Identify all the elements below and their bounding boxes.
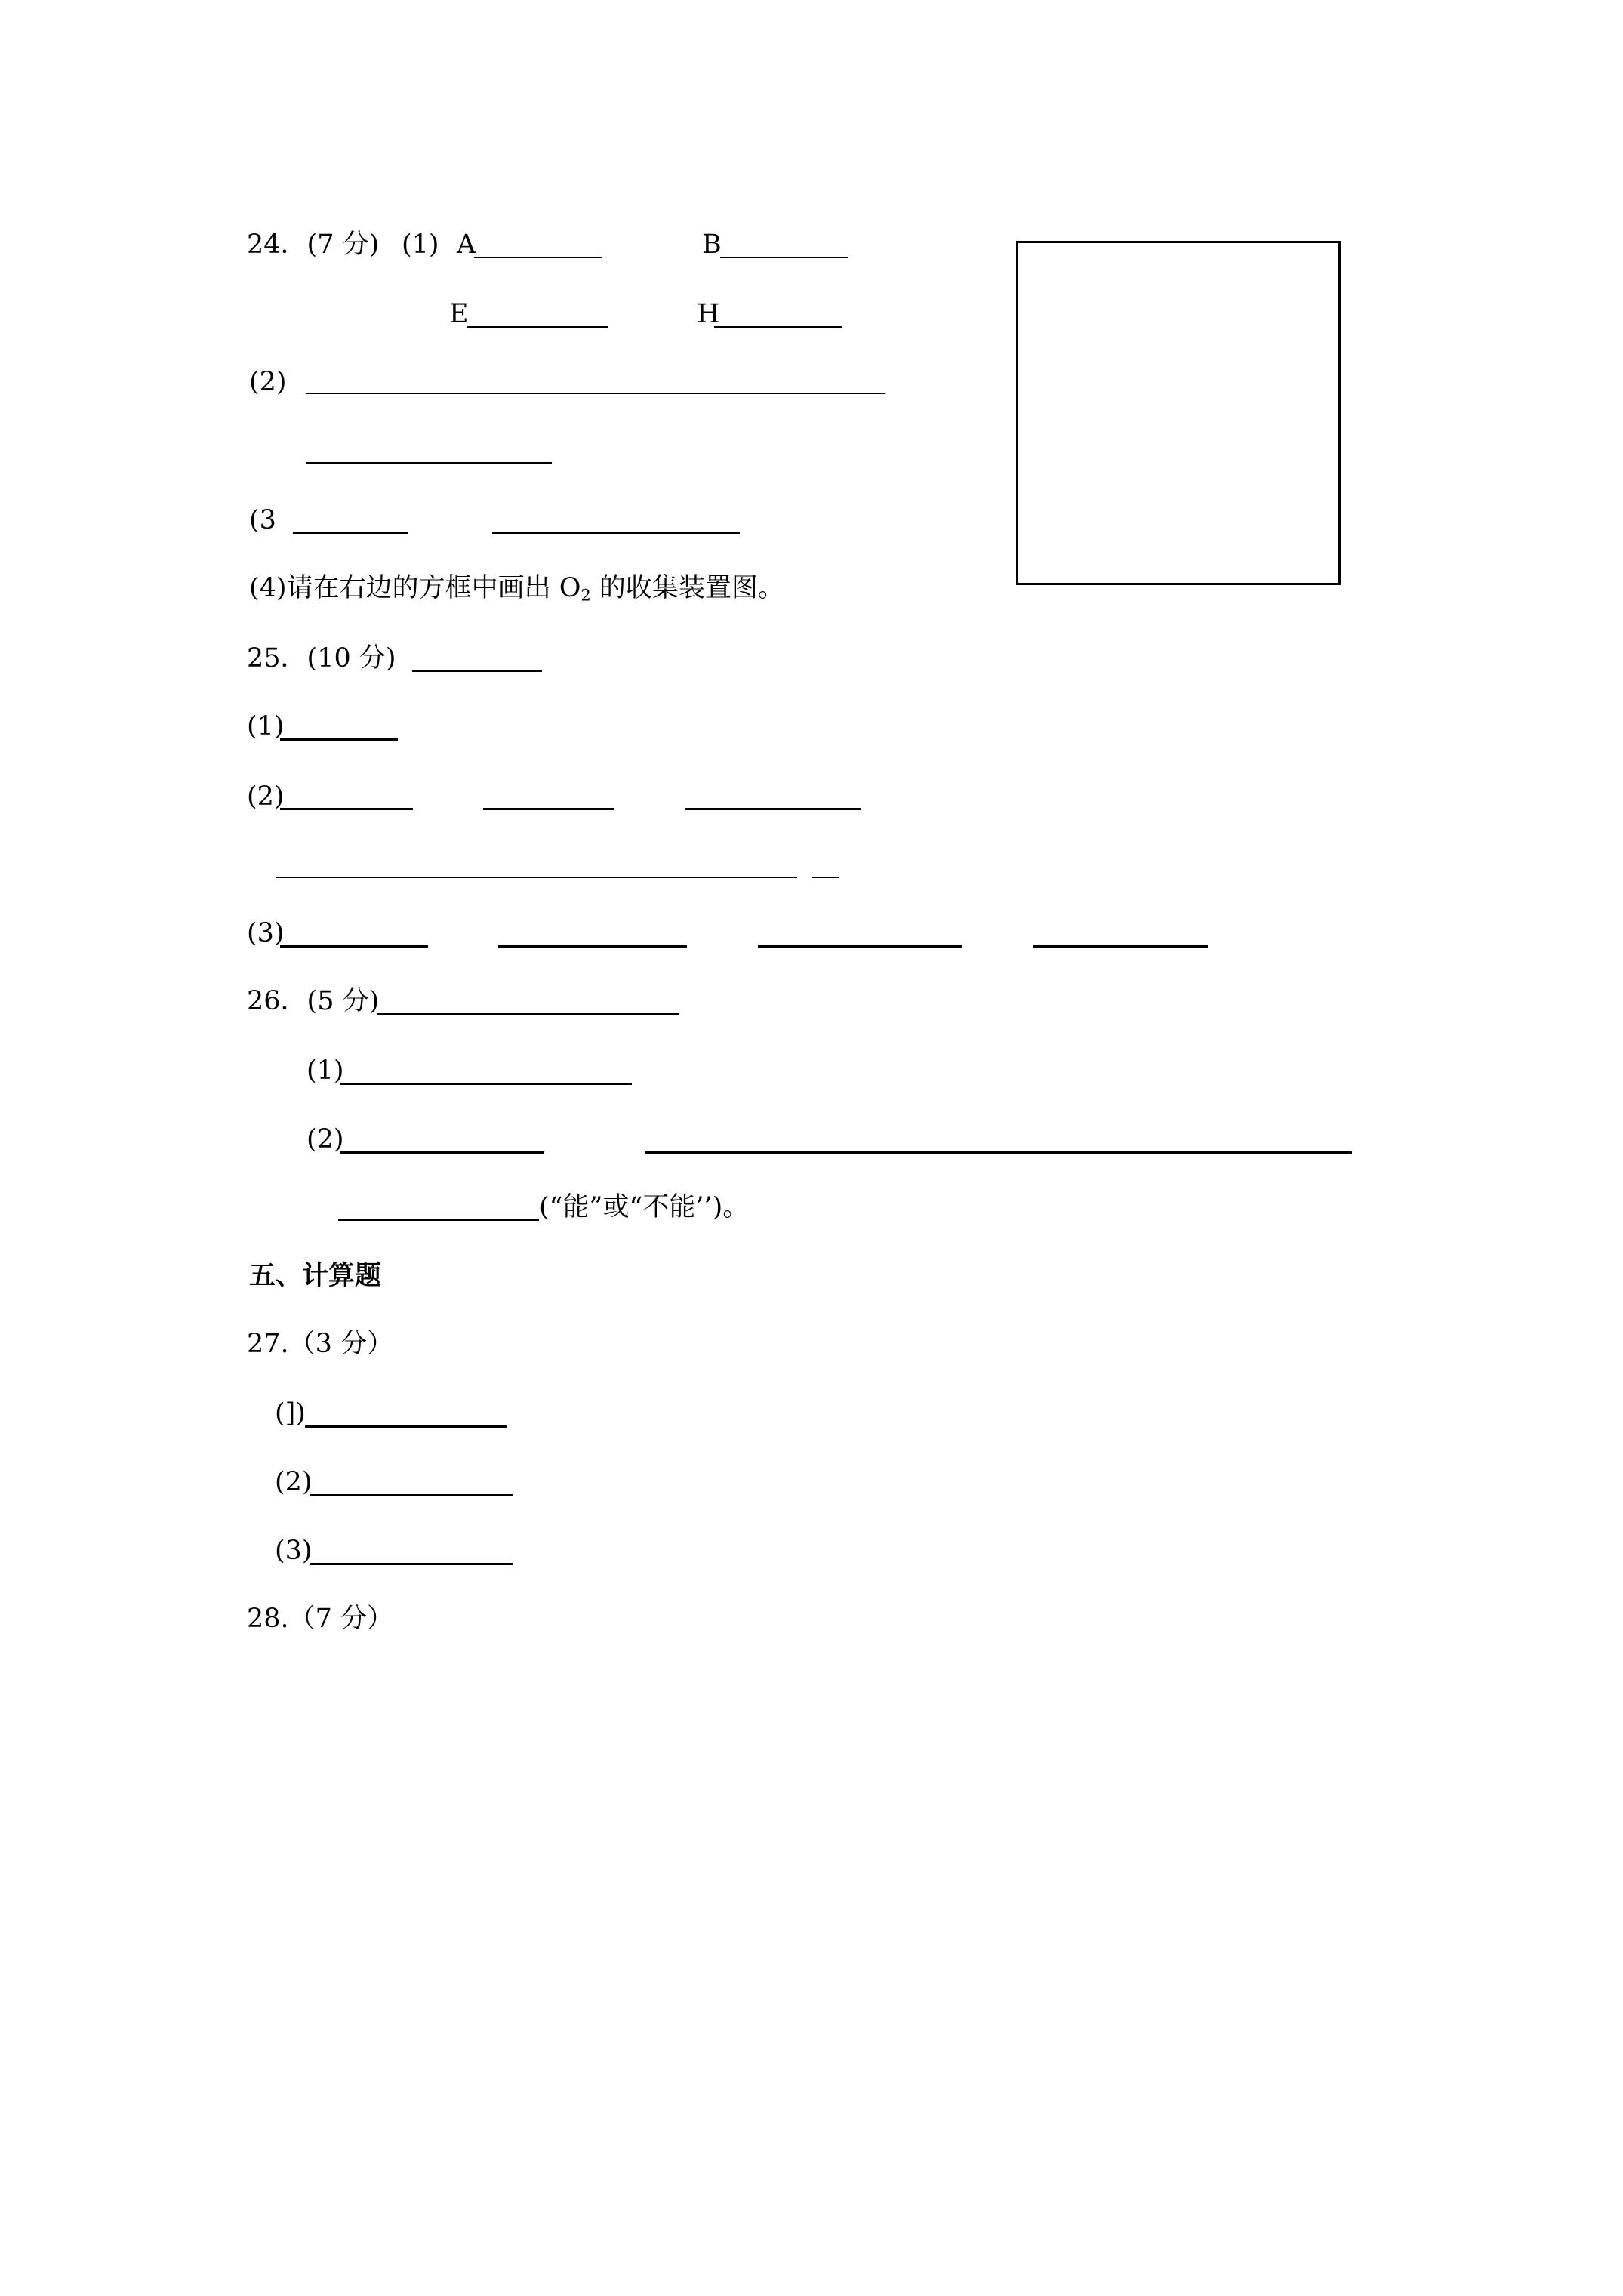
q25-part3-blank-1[interactable]	[280, 945, 428, 948]
q28-label: 28.（7 分）	[247, 1604, 394, 1634]
q25-part3-label: (3)	[247, 918, 285, 948]
q25-part2-blank-2[interactable]	[483, 808, 614, 810]
q24-part4-prefix: (4)请在右边的方框中画出 O	[249, 573, 581, 603]
q26-choice-blank[interactable]	[338, 1219, 539, 1221]
q25-part3-blank-4[interactable]	[1033, 945, 1208, 948]
q24-part2-blank-1[interactable]	[306, 393, 885, 394]
q25-part3-blank-3[interactable]	[758, 945, 962, 948]
q24-part3-blank-1[interactable]	[293, 532, 408, 534]
q27-label: 27.（3 分）	[247, 1329, 394, 1359]
q26-part1-label: (1)	[306, 1056, 344, 1086]
section5-heading: 五、计算题	[249, 1260, 382, 1291]
q25-part1-blank[interactable]	[280, 738, 398, 741]
q24-part1-label: (1)	[402, 230, 439, 260]
q24-part3-blank-2[interactable]	[492, 532, 740, 534]
q24-part2-blank-2[interactable]	[306, 462, 552, 464]
q24-a-blank[interactable]	[474, 257, 602, 258]
q24-part2-label: (2)	[249, 367, 287, 397]
q25-label: 25．(10 分)	[247, 643, 396, 673]
q27-part2-blank[interactable]	[310, 1494, 513, 1496]
q25-part3-blank-2[interactable]	[498, 945, 687, 948]
q27-part3-label: (3)	[275, 1536, 313, 1566]
q27-part1-blank[interactable]	[305, 1425, 507, 1428]
q26-part2-label: (2)	[306, 1124, 344, 1154]
q27-part3-blank[interactable]	[310, 1563, 513, 1565]
q24-b-label: B	[702, 230, 722, 260]
q27-part1-label: (])	[275, 1398, 306, 1428]
q25-part2-blank-4[interactable]	[276, 877, 797, 878]
q25-part2-blank-3[interactable]	[685, 808, 861, 810]
q24-part3-label: (3	[249, 505, 276, 535]
q24-a-label: A	[457, 230, 476, 260]
q26-choice-text: (“能”或“不能’’)。	[539, 1192, 750, 1222]
q24-part4-suffix: 的收集装置图。	[590, 573, 784, 603]
q27-part2-label: (2)	[275, 1467, 313, 1497]
q26-blank[interactable]	[377, 1013, 679, 1015]
drawing-box[interactable]	[1016, 241, 1341, 585]
q25-part2-label: (2)	[247, 781, 285, 812]
q24-e-blank[interactable]	[467, 326, 608, 328]
q24-part4-text	[249, 575, 784, 603]
q24-b-blank[interactable]	[720, 257, 848, 258]
q25-part2-blank-1[interactable]	[280, 808, 413, 810]
q24-label: 24．(7 分)	[247, 230, 380, 260]
q25-part2-blank-5[interactable]	[812, 877, 839, 878]
q26-part2-blank-2[interactable]	[645, 1151, 1352, 1154]
q25-part1-label: (1)	[247, 711, 285, 741]
q26-label: 26．(5 分)	[247, 986, 380, 1016]
q24-h-label: H	[697, 299, 720, 329]
q24-part4-sub: 2	[581, 586, 591, 605]
q25-blank[interactable]	[412, 670, 542, 672]
q24-h-blank[interactable]	[714, 326, 842, 328]
q24-e-label: E	[449, 299, 469, 329]
q26-part1-blank[interactable]	[340, 1083, 632, 1085]
q26-part2-blank-1[interactable]	[340, 1151, 544, 1154]
